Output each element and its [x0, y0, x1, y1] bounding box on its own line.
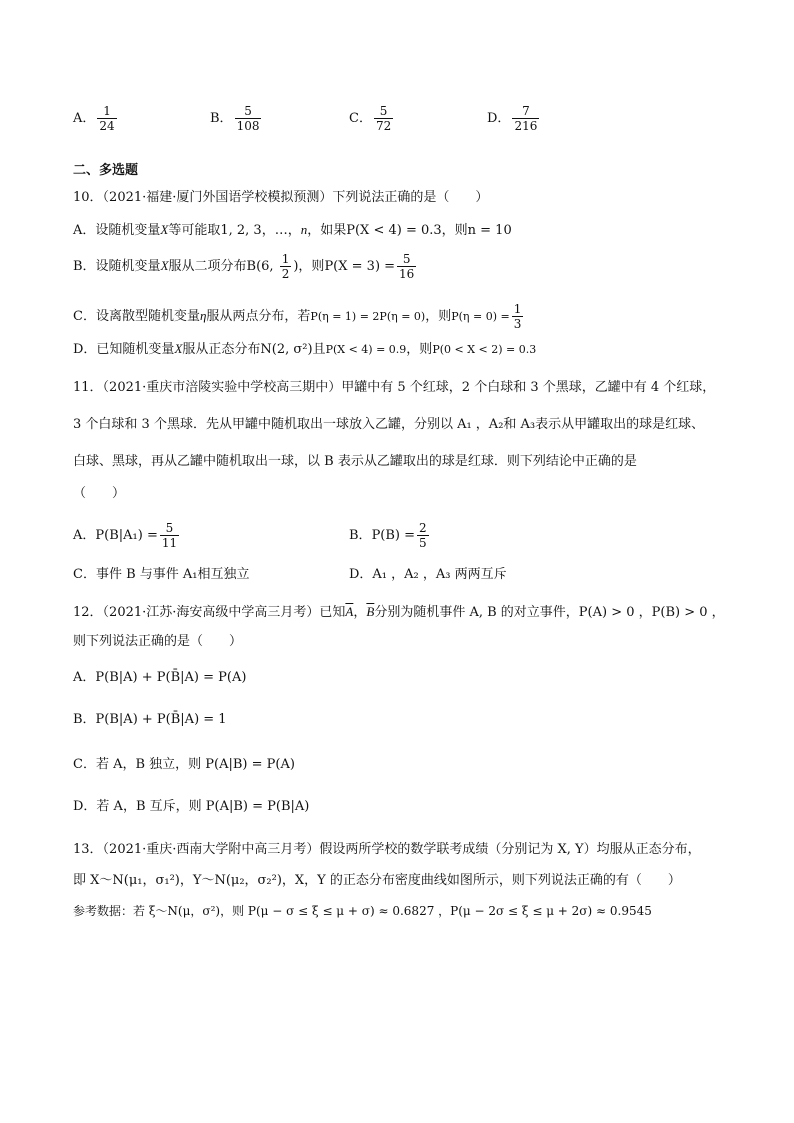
fraction-numerator: 5 — [235, 104, 262, 119]
text: 服从二项分布 — [168, 259, 247, 274]
variable: X — [160, 222, 169, 237]
text: C．设离散型随机变量 — [73, 309, 200, 324]
option-letter: A． — [73, 528, 96, 543]
q9-option-a — [73, 104, 119, 133]
text: A．设随机变量 — [73, 223, 161, 238]
text: ，则 — [441, 223, 468, 238]
q11-option-d: D．A₁ ，A₂ ，A₃ 两两互斥 — [349, 567, 507, 582]
q11-stem-line4: （ ） — [73, 486, 126, 501]
fraction-numerator: 5 — [374, 104, 393, 119]
text: 且 — [312, 342, 326, 357]
section-title: 二、多选题 — [73, 163, 139, 178]
fraction-denominator: 2 — [281, 267, 290, 281]
math: P(X < 4) = 0.3 — [346, 223, 442, 238]
option-letter: B． — [349, 528, 372, 543]
text: 服从两点分布，若 — [206, 309, 311, 324]
variable: n — [300, 222, 308, 237]
text: ，如果 — [307, 223, 347, 238]
math: P(η = 1) = 2P(η = 0) — [310, 310, 426, 323]
text: ，则 — [298, 259, 325, 274]
math: P(0 < X < 2) = 0.3 — [432, 343, 537, 356]
math: N(2, σ²) — [260, 342, 313, 357]
fraction — [160, 521, 179, 550]
q13-reference-data: 参考数据：若 ξ～N(μ，σ²)，则 P(μ − σ ≤ ξ ≤ μ + σ) ≈ 0.6827 ，P(μ − 2σ ≤ ξ ≤ μ + 2σ) ≈ 0.9545 — [73, 904, 652, 918]
q9-option-c — [349, 104, 395, 133]
math: P(X < 4) = 0.9 — [325, 343, 407, 356]
complement-event: $\overline{B}$ — [366, 604, 375, 619]
fraction-denominator: 3 — [513, 317, 522, 331]
fraction-numerator: 1 — [513, 302, 522, 316]
fraction — [97, 104, 116, 133]
q11-stem-line2: 3 个白球和 3 个黑球．先从甲罐中随机取出一球放入乙罐，分别以 A₁ ，A₂和 A₃表示从甲罐取出的球是红球、 — [73, 417, 705, 432]
option-letter: A． — [73, 111, 96, 126]
q12-option-a: A．P(B|A) + P(B̄|A) = P(A) — [73, 670, 247, 685]
text: 等可能取 — [168, 223, 221, 238]
math: 1, 2, 3 — [220, 223, 262, 238]
fraction-denominator: 108 — [236, 119, 260, 133]
variable: X — [160, 258, 169, 273]
q12-option-c: C．若 A，B 独立，则 P(A|B) = P(A) — [73, 757, 295, 772]
math: P(B) = — [371, 528, 416, 543]
q10-option-c — [73, 302, 525, 331]
q12-option-b: B．P(B|A) + P(B̄|A) = 1 — [73, 712, 227, 727]
option-letter: D． — [487, 111, 511, 126]
text: ，则 — [425, 309, 452, 324]
q10-stem: 10．（2021·福建·厦门外国语学校模拟预测）下列说法正确的是（ ） — [73, 190, 489, 205]
q13-stem-line2: 即 X～N(μ₁，σ₁²)，Y～N(μ₂，σ₂²)，X，Y 的正态分布密度曲线如图所示，则下列说法正确的有（ ） — [73, 873, 681, 888]
text: B．设随机变量 — [73, 259, 161, 274]
text: ，则 — [406, 342, 433, 357]
fraction-numerator: 5 — [160, 521, 179, 536]
fraction — [235, 104, 262, 133]
fraction-denominator: 216 — [514, 119, 538, 133]
q9-option-b — [210, 104, 263, 133]
q11-stem-line3: 白球、黑球，再从乙罐中随机取出一球，以 B 表示从乙罐取出的球是红球．则下列结论中正确的是 — [73, 454, 637, 469]
q12-option-d: D．若 A，B 互斥，则 P(A|B) = P(B|A) — [73, 799, 310, 814]
q11-option-b — [349, 521, 431, 550]
fraction-denominator: 11 — [161, 536, 178, 550]
fraction-denominator: 72 — [375, 119, 392, 133]
text: ， — [353, 605, 367, 620]
q12-stem-line2: 则下列说法正确的是（ ） — [73, 634, 243, 649]
math: P(η = 0) = — [451, 310, 510, 323]
q10-option-d — [73, 340, 536, 359]
text: D．已知随机变量 — [73, 342, 175, 357]
fraction-numerator: 7 — [512, 104, 539, 119]
fraction — [280, 252, 292, 281]
q9-option-d — [487, 104, 541, 133]
fraction — [397, 252, 416, 281]
fraction-denominator: 5 — [419, 536, 427, 550]
q12-stem-line1 — [73, 603, 725, 622]
text: 分别为随机事件 A, B 的对立事件，P(A) > 0 ，P(B) > 0 ， — [374, 605, 725, 620]
fraction-numerator: 1 — [281, 252, 290, 266]
text: 12．（2021·江苏·海安高级中学高三月考）已知 — [73, 605, 346, 620]
fraction-numerator: 5 — [397, 252, 416, 267]
q13-stem-line1: 13．（2021·重庆·西南大学附中高三月考）假设两所学校的数学联考成绩（分别记为 X, Y）均服从正态分布， — [73, 842, 701, 857]
variable: X — [174, 341, 183, 356]
fraction — [512, 104, 539, 133]
math: P(X = 3) = — [324, 259, 396, 274]
fraction-denominator: 16 — [399, 267, 415, 281]
q11-option-c: C．事件 B 与事件 A₁相互独立 — [73, 567, 250, 582]
variable: η — [199, 308, 207, 323]
fraction — [512, 302, 524, 331]
option-letter: C． — [349, 111, 372, 126]
q10-option-a — [73, 221, 512, 240]
math: P(B|A₁) = — [95, 528, 158, 543]
fraction-denominator: 24 — [99, 119, 115, 133]
option-letter: B． — [210, 111, 233, 126]
complement-event: $\overline{A}$ — [345, 604, 354, 619]
text: ，…， — [261, 223, 301, 238]
q11-option-a — [73, 521, 181, 550]
text: 服从正态分布 — [182, 342, 261, 357]
fraction-numerator: 1 — [97, 104, 116, 119]
fraction — [417, 521, 429, 550]
q11-stem-line1: 11．（2021·重庆市涪陵实验中学校高三期中）甲罐中有 5 个红球，2 个白球和 3 个黑球，乙罐中有 4 个红球， — [73, 380, 716, 395]
math: B(6, — [246, 259, 278, 274]
fraction — [374, 104, 393, 133]
math: ) — [293, 259, 299, 274]
math: n = 10 — [467, 223, 512, 238]
fraction-numerator: 2 — [419, 521, 427, 535]
q10-option-b — [73, 252, 418, 281]
